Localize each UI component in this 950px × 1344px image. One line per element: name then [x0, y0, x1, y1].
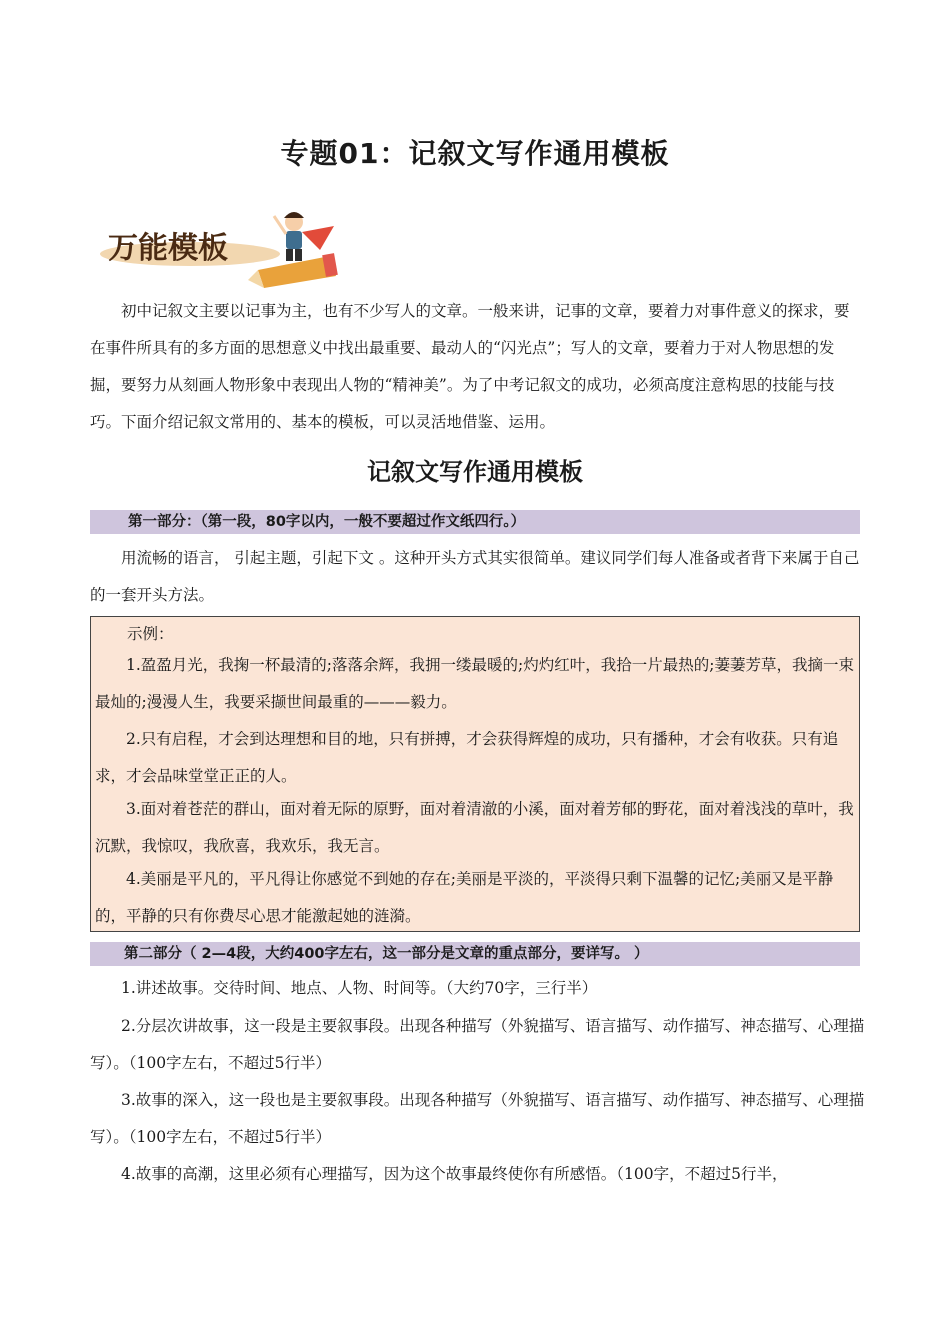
part2-item-3: 3.故事的深入，这一段也是主要叙事段。出现各种描写（外貌描写、语言描写、动作描写、神态描写、心理描写）。（100字左右，不超过5行半）	[90, 1091, 865, 1146]
part2-item-1: 1.讲述故事。交待时间、地点、人物、时间等。（大约70字，三行半）	[121, 979, 598, 997]
example-label: 示例：	[127, 625, 174, 643]
template-logo-illustration	[98, 196, 348, 292]
example-box	[90, 616, 860, 932]
page-title: 专题01：记叙文写作通用模板	[280, 137, 670, 170]
part2-heading: 第二部分（ 2—4段，大约400字左右，这一部分是文章的重点部分，要详写。 ）	[90, 942, 860, 966]
example-item-4: 4.美丽是平凡的，平凡得让你感觉不到她的存在;美丽是平淡的，平淡得只剩下温馨的记忆;美丽又是平静的，平静的只有你费尽心思才能激起她的涟漪。	[95, 870, 834, 925]
section-title: 记叙文写作通用模板	[367, 458, 583, 486]
part1-description: 用流畅的语言， 引起主题，引起下文 。这种开头方式其实很简单。建议同学们每人准备或者背下来属于自己的一套开头方法。	[90, 549, 860, 604]
part2-item-2: 2.分层次讲故事，这一段是主要叙事段。出现各种描写（外貌描写、语言描写、动作描写、神态描写、心理描写）。（100字左右，不超过5行半）	[90, 1017, 865, 1072]
girl-figure-icon	[274, 212, 334, 261]
example-item-1: 1.盈盈月光，我掬一杯最清的;落落余辉，我拥一缕最暖的;灼灼红叶，我拾一片最热的;萋萋芳草，我摘一束最灿的;漫漫人生，我要采撷世间最重的———毅力。	[95, 656, 854, 711]
intro-paragraph: 初中记叙文主要以记事为主，也有不少写人的文章。一般来讲，记事的文章，要着力对事件意义的探求，要在事件所具有的多方面的思想意义中找出最重要、最动人的“闪光点”；写人的文章，要着力于对人物思想的发掘，要努力从刻画人物形象中表现出人物的“精神美”。为了中考记叙文的成功，必须高度注意构思的技能与技巧。下面介绍记叙文常用的、基本的模板，可以灵活地借鉴、运用。	[90, 302, 850, 431]
example-item-2: 2.只有启程，才会到达理想和目的地，只有拼搏，才会获得辉煌的成功，只有播种，才会有收获。只有追求，才会品味堂堂正正的人。	[95, 730, 839, 785]
logo-text: 万能模板	[108, 231, 228, 266]
part2-item-4: 4.故事的高潮，这里必须有心理描写，因为这个故事最终使你有所感悟。（100字，不超过5行半，	[121, 1165, 788, 1183]
part1-heading: 第一部分：（第一段，80字以内，一般不要超过作文纸四行。）	[90, 510, 860, 534]
example-item-3: 3.面对着苍茫的群山，面对着无际的原野，面对着清澈的小溪，面对着芳郁的野花，面对着浅浅的草叶，我沉默，我惊叹，我欣喜，我欢乐，我无言。	[95, 800, 854, 855]
